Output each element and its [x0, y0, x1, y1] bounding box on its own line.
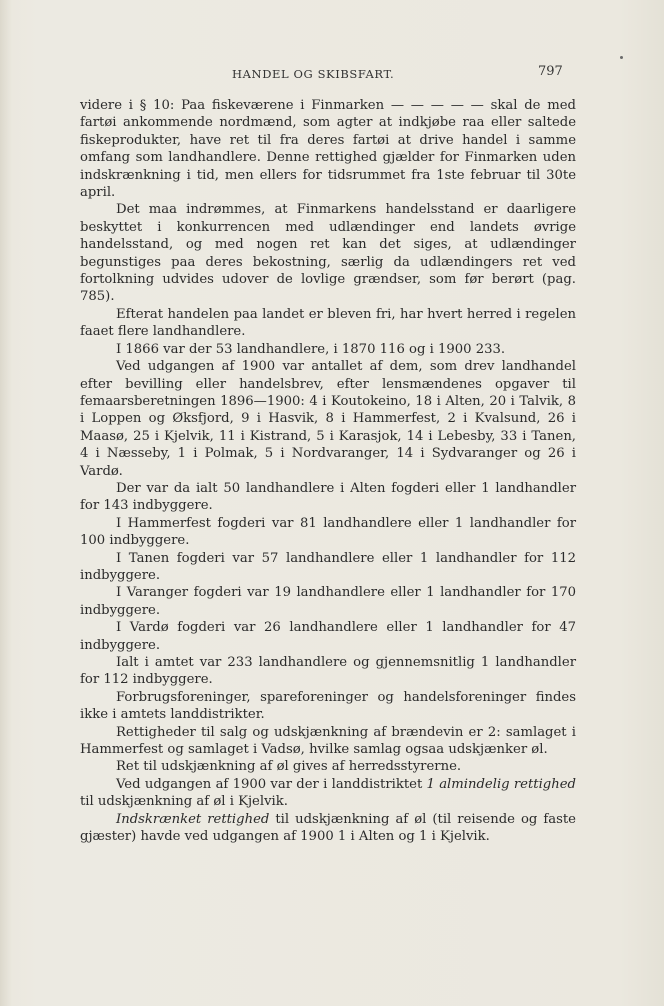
text-run: til udskjænkning af øl (til reisende og faste gjæster) havde ved udgangen af 1900 1 i Alten og 1 i Kjelvik.: [80, 811, 576, 845]
paragraph: Ret til udskjænkning af øl gives af herredsstyrerne.: [116, 759, 462, 775]
paragraph: Rettigheder til salg og udskjænkning af brændevin er 2: samlaget i Hammerfest og samlaget i Vadsø, hvilke samlag ogsaa udskjænker øl.: [80, 724, 576, 758]
scan-speck: [620, 56, 623, 59]
paragraph: Det maa indrømmes, at Finmarkens handelsstand er daarligere beskyttet i konkurrencen med udlændinger end landets øvrige handelsstand, og med nogen ret kan det siges, at udlændinger begunstiges paa deres bekostning, særlig da udlændingers ret ved fortolkning udvides udover de lovlige grændser, som før berørt (pag. 785).: [80, 202, 576, 305]
page-number: 797: [538, 64, 563, 79]
italic-term: Indskrænket rettighed: [116, 811, 270, 827]
italic-term: 1 almindelig rettighed: [426, 776, 576, 792]
paragraph: I 1866 var der 53 landhandlere, i 1870 116 og i 1900 233.: [116, 341, 506, 357]
running-title: HANDEL OG SKIBSFART.: [232, 67, 395, 81]
body-text: [80, 97, 576, 845]
page-header: [0, 64, 664, 84]
paragraph: I Vardø fogderi var 26 landhandlere eller 1 landhandler for 47 indbyggere.: [80, 620, 576, 653]
paragraph: Ved udgangen af 1900 var antallet af dem, som drev landhandel efter bevilling eller handelsbrev, efter lensmændenes opgaver til femaarsberetningen 1896—1900: 4 i Koutokeino, 18 i Alten, 20 i Talvik, 8 i Loppen og Øksfjord, 9 i Hasvik, 8 i Hammerfest, 2 i Kvalsund, 26 i Maasø, 25 i Kjelvik, 11 i Kistrand, 5 i Karasjok, 14 i Lebesby, 33 i Tanen, 4 i Næsseby, 1 i Polmak, 5 i Nordvaranger, 14 i Sydvaranger og 26 i Vardø.: [80, 359, 576, 479]
paragraph: I Hammerfest fogderi var 81 landhandlere eller 1 landhandler for 100 indbyggere.: [80, 515, 576, 549]
paragraph-indskraenket-rettighed: [80, 811, 576, 846]
text-run: til udskjænkning af øl i Kjelvik.: [80, 794, 288, 810]
paragraph: Der var da ialt 50 landhandlere i Alten fogderi eller 1 landhandler for 143 indbyggere.: [80, 480, 576, 514]
paragraph-almindelig-rettighed: [80, 776, 576, 811]
paragraph: Efterat handelen paa landet er bleven fri, har hvert herred i regelen faaet flere landhandlere.: [80, 306, 576, 340]
paragraph: Forbrugsforeninger, spareforeninger og handelsforeninger findes ikke i amtets landdistrikter.: [80, 689, 576, 723]
paragraph: Ialt i amtet var 233 landhandlere og gjennemsnitlig 1 landhandler for 112 indbyggere.: [80, 655, 576, 688]
paragraph: I Varanger fogderi var 19 landhandlere eller 1 landhandler for 170 indbyggere.: [80, 585, 576, 618]
paragraph: videre i § 10: Paa fiskeværene i Finmarken — — — — — skal de med fartøi ankommende nordmænd, som agter at indkjøbe raa eller saltede fiskeprodukter, have ret til fra deres fartøi at drive handel i samme omfang som landhandlere. Denne rettighed gjælder for Finmarken uden indskrænkning i tid, men ellers for tidsrummet fra 1ste februar til 30te april.: [80, 98, 576, 201]
text-run: Ved udgangen af 1900 var der i landdistriktet: [116, 776, 427, 792]
paragraph: I Tanen fogderi var 57 landhandlere eller 1 landhandler for 112 indbyggere.: [80, 550, 576, 583]
